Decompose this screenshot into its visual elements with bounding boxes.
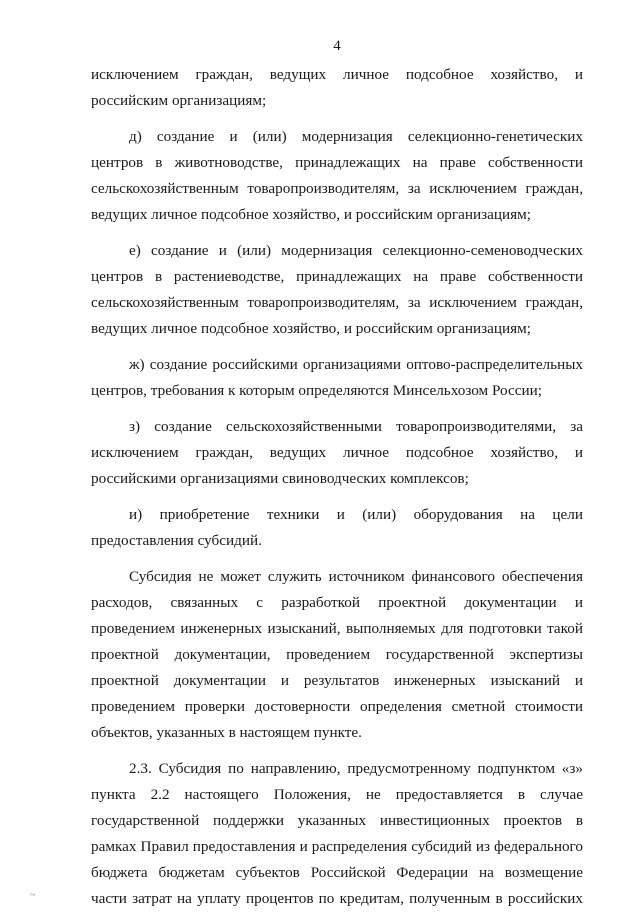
document-body [91, 62, 583, 912]
text-line: проектной документации, проведением государственной экспертизы [91, 646, 583, 663]
text-line: проведением инженерных изысканий, выполняемых для подготовки такой [91, 620, 583, 637]
text-line: з) создание сельскохозяйственными товаропроизводителями, за [129, 418, 583, 435]
text-line: проектной документации и результатов инженерных изысканий и [91, 672, 583, 689]
text-line: Субсидия не может служить источником финансового обеспечения [129, 568, 583, 585]
paragraph-gap [91, 554, 583, 564]
paragraph-gap [91, 746, 583, 756]
text-line: государственной поддержки указанных инвестиционных проектов в [91, 812, 583, 829]
paragraph [91, 238, 583, 342]
text-line: расходов, связанных с разработкой проектной документации и [91, 594, 583, 611]
paragraph [91, 564, 583, 746]
scan-mark: ~ [30, 890, 36, 901]
text-line: центров в животноводстве, принадлежащих на праве собственности [91, 154, 583, 171]
paragraph [91, 414, 583, 492]
text-line: сельскохозяйственным товаропроизводителям, за исключением граждан, [91, 180, 583, 197]
text-line: проведением проверки достоверности определения сметной стоимости [91, 698, 583, 715]
text-line: предоставления субсидий. [91, 532, 262, 549]
text-line: российскими организациями свиноводческих комплексов; [91, 470, 469, 487]
paragraph [91, 62, 583, 114]
paragraph-gap [91, 492, 583, 502]
text-line: объектов, указанных в настоящем пункте. [91, 724, 362, 741]
paragraph-gap [91, 114, 583, 124]
text-line: бюджета бюджетам субъектов Российской Федерации на возмещение [91, 864, 583, 881]
text-line: е) создание и (или) модернизация селекционно-семеноводческих [129, 242, 583, 259]
paragraph [91, 352, 583, 404]
text-line: российским организациям; [91, 92, 267, 109]
text-line: исключением граждан, ведущих личное подсобное хозяйство, и [91, 444, 583, 461]
text-line: сельскохозяйственным товаропроизводителям, за исключением граждан, [91, 294, 583, 311]
text-line: пункта 2.2 настоящего Положения, не предоставляется в случае [91, 786, 583, 803]
text-line: и) приобретение техники и (или) оборудования на цели [129, 506, 583, 523]
paragraph [91, 124, 583, 228]
paragraph [91, 756, 583, 912]
text-line: ж) создание российскими организациями оптово-распределительных [129, 356, 583, 373]
paragraph-gap [91, 342, 583, 352]
text-line: ведущих личное подсобное хозяйство, и российским организациям; [91, 206, 531, 223]
paragraph-gap [91, 228, 583, 238]
page-number: 4 [333, 38, 341, 54]
paragraph [91, 502, 583, 554]
text-line: рамках Правил предоставления и распределения субсидий из федерального [91, 838, 583, 855]
text-line: д) создание и (или) модернизация селекционно-генетических [129, 128, 583, 145]
text-line: 2.3. Субсидия по направлению, предусмотренному подпунктом «з» [129, 760, 583, 777]
text-line: ведущих личное подсобное хозяйство, и российским организациям; [91, 320, 531, 337]
text-line: центров в растениеводстве, принадлежащих на праве собственности [91, 268, 583, 285]
text-line: исключением граждан, ведущих личное подсобное хозяйство, и [91, 66, 583, 83]
text-line: центров, требования к которым определяются Минсельхозом России; [91, 382, 542, 399]
text-line: части затрат на уплату процентов по кредитам, полученным в российских [91, 890, 583, 907]
paragraph-gap [91, 404, 583, 414]
